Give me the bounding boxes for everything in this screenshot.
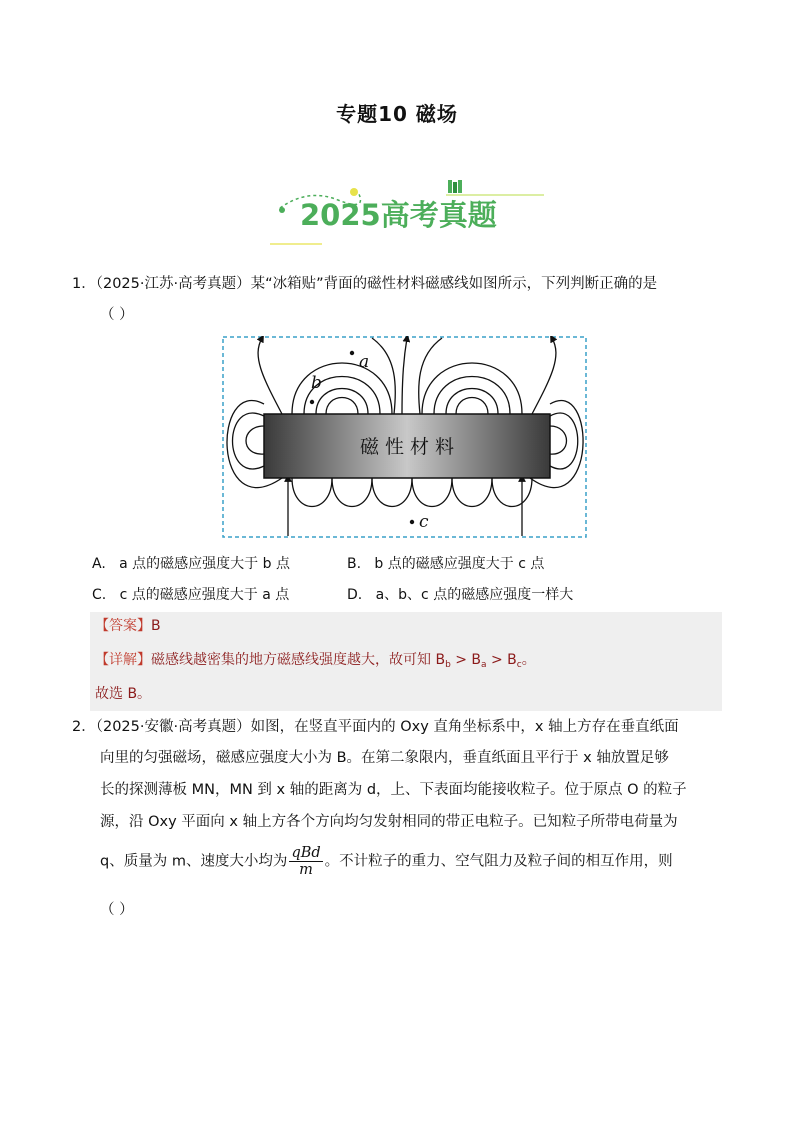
q2-line5: q、质量为 m、速度大小均为 $\frac{\text{qBd}}{m}$ 。不计粒子的重力、空气阻力及粒子间的相互作用，则 [100,845,673,878]
point-b-label: b [311,373,322,393]
point-a-label: a [359,352,370,372]
answer-tag: 【答案】 [95,618,151,634]
section-banner [268,178,548,248]
answer-line [95,615,161,635]
point-c-label: c [419,512,429,532]
banner-title: 2025高考真题 [300,198,497,232]
q2-line3: 长的探测薄板 MN，MN 到 x 轴的距离为 d，上、下表面均能接收粒子。位于原点 O 的粒子 [100,782,687,798]
q1-line1: （2025·江苏·高考真题）某“冰箱贴”背面的磁性材料磁感线如图所示，下列判断正确的是 [95,276,658,292]
option-d[interactable]: D. a、b、c 点的磁感应强度一样大 [347,587,574,603]
q2-line1: 2．（2025·安徽·高考真题）如图，在竖直平面内的 Oxy 直角坐标系中，x 轴上方存在垂直纸面 [72,719,679,735]
q1-stem [72,272,657,293]
option-c[interactable]: C. c 点的磁感应强度大于 a 点 [92,587,290,603]
q2-line6: （ ） [100,902,134,918]
q2-line2: 向里的匀强磁场，磁感应强度大小为 B。在第二象限内，垂直纸面且平行于 x 轴放置足够 [100,750,669,766]
field-lines-diagram [222,336,587,538]
q2-line4: 源，沿 Oxy 平面向 x 轴上方各个方向均匀发射相同的带正电粒子。已知粒子所带电荷量为 [100,814,678,830]
q1-number: 1． [72,276,96,292]
q2-number: 2． [72,719,96,735]
detail-line: 【详解】磁感线越密集的地方磁感线强度越大，故可知 $B_b > B_a > B_c$。 [95,652,536,670]
conclusion-line: 故选 B。 [95,686,152,702]
velocity-fraction: $\frac{\text{qBd}}{m}$ [291,845,321,878]
detail-tag: 【详解】 [95,652,151,668]
magnet-field-figure [222,336,587,538]
option-b[interactable]: B. b 点的磁感应强度大于 c 点 [347,556,545,572]
answer-value: B [151,618,161,634]
option-a[interactable]: A. a 点的磁感应强度大于 b 点 [92,556,290,572]
q1-line2: （ ） [100,307,134,323]
magnet-label: 磁 性 材 料 [359,436,455,458]
detail-text: 磁感线越密集的地方磁感线强度越大，故可知 B [151,652,446,668]
page-title: 专题10 磁场 [336,102,458,126]
